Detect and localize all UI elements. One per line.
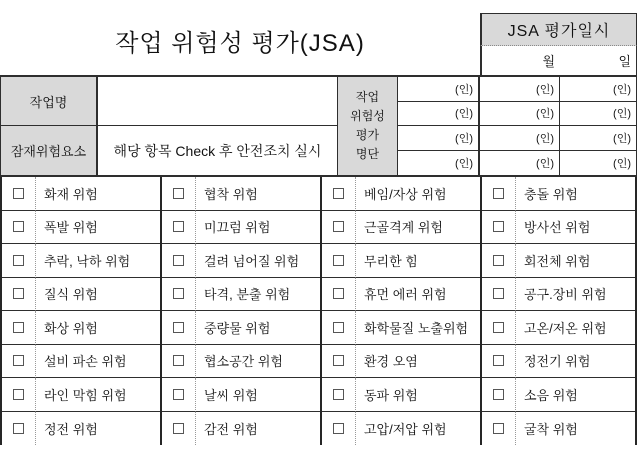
checkbox-icon [173, 188, 184, 199]
hazard-item-label: 휴먼 에러 위험 [356, 278, 480, 312]
checkbox-icon [493, 389, 504, 400]
hazard-checklist [0, 177, 637, 445]
hazard-checkbox[interactable] [482, 311, 516, 345]
sign-cell[interactable]: (인) [398, 102, 480, 127]
hazard-checkbox[interactable] [482, 211, 516, 245]
checkbox-icon [493, 221, 504, 232]
roster-label [338, 77, 398, 175]
hazard-checkbox[interactable] [2, 412, 36, 446]
hazard-checkbox[interactable] [2, 345, 36, 379]
hazard-item-label: 충돌 위험 [516, 177, 635, 211]
day-label: 일 [618, 54, 631, 69]
checkbox-icon [173, 255, 184, 266]
hazard-source-label: 잠재위험요소 [1, 126, 98, 175]
hazard-checkbox[interactable] [322, 311, 356, 345]
checkbox-icon [333, 423, 344, 434]
sign-cell[interactable]: (인) [398, 126, 480, 151]
checkbox-icon [173, 322, 184, 333]
hazard-checkbox[interactable] [322, 244, 356, 278]
hazard-item-label: 질식 위험 [36, 278, 160, 312]
month-label: 월 [542, 54, 555, 69]
hazard-checkbox[interactable] [322, 412, 356, 446]
hazard-checkbox[interactable] [482, 244, 516, 278]
work-name-input-cell[interactable] [98, 77, 338, 126]
checkbox-icon [173, 389, 184, 400]
checkbox-icon [173, 355, 184, 366]
sign-cell[interactable]: (인) [560, 102, 636, 127]
hazard-item-label: 걸려 넘어질 위험 [196, 244, 320, 278]
work-name-label: 작업명 [1, 77, 98, 126]
checkbox-icon [333, 255, 344, 266]
hazard-checkbox[interactable] [482, 412, 516, 446]
hazard-item-label: 날씨 위험 [196, 378, 320, 412]
hazard-checklist-column-3 [320, 177, 480, 445]
roster-label-line: 작업 [355, 90, 380, 104]
hazard-checkbox[interactable] [2, 378, 36, 412]
hazard-checkbox[interactable] [322, 211, 356, 245]
hazard-checkbox[interactable] [162, 177, 196, 211]
roster-label-line: 평가 [355, 128, 380, 142]
sign-cell[interactable]: (인) [480, 126, 560, 151]
checkbox-icon [13, 255, 24, 266]
hazard-item-label: 설비 파손 위험 [36, 345, 160, 379]
hazard-checkbox[interactable] [162, 211, 196, 245]
hazard-item-label: 정전 위험 [44, 421, 98, 437]
hazard-checkbox[interactable] [162, 278, 196, 312]
sign-cell[interactable]: (인) [398, 151, 480, 176]
hazard-item-label: 폭발 위험 [36, 211, 160, 245]
hazard-checkbox[interactable] [2, 211, 36, 245]
hazard-item-label: 협소공간 위험 [196, 345, 320, 379]
month-day-row [480, 46, 637, 75]
jsa-date-header: JSA 평가일시 [480, 13, 637, 46]
jsa-date-panel [480, 0, 637, 75]
hazard-checkbox[interactable] [482, 177, 516, 211]
hazard-item-label: 방사선 위험 [516, 211, 635, 245]
checkbox-icon [173, 221, 184, 232]
sign-cell[interactable]: (인) [480, 77, 560, 102]
hazard-item-label: 감전 위험 [204, 421, 258, 437]
checkbox-icon [493, 423, 504, 434]
hazard-item-label: 화학물질 노출위험 [356, 311, 480, 345]
checkbox-icon [493, 255, 504, 266]
sign-cell[interactable]: (인) [480, 102, 560, 127]
hazard-item-label: 베임/자상 위험 [356, 177, 480, 211]
checkbox-icon [13, 423, 24, 434]
checkbox-icon [333, 288, 344, 299]
hazard-checkbox[interactable] [2, 278, 36, 312]
header-info-table [0, 75, 637, 177]
hazard-item-label: 중량물 위험 [196, 311, 320, 345]
checkbox-icon [333, 221, 344, 232]
checkbox-icon [493, 288, 504, 299]
hazard-checkbox[interactable] [162, 345, 196, 379]
hazard-checklist-column-4 [480, 177, 637, 445]
checkbox-icon [493, 188, 504, 199]
hazard-checkbox[interactable] [322, 177, 356, 211]
sign-cell[interactable]: (인) [613, 157, 631, 170]
checkbox-icon [13, 355, 24, 366]
hazard-item-label: 화재 위험 [36, 177, 160, 211]
title-row [0, 0, 480, 75]
checkbox-icon [13, 288, 24, 299]
hazard-item-label: 회전체 위험 [516, 244, 635, 278]
hazard-checkbox[interactable] [2, 311, 36, 345]
page-title: 작업 위험성 평가(JSA) [115, 30, 365, 57]
hazard-instruction-text: 해당 항목 Check 후 안전조치 실시 [98, 126, 338, 175]
hazard-item-label: 무리한 힘 [356, 244, 480, 278]
sign-cell[interactable]: (인) [398, 77, 480, 102]
hazard-item-label: 굴착 위험 [524, 421, 578, 437]
hazard-item-label: 미끄럼 위험 [196, 211, 320, 245]
checkbox-icon [333, 389, 344, 400]
hazard-checkbox[interactable] [162, 244, 196, 278]
hazard-checkbox[interactable] [482, 278, 516, 312]
hazard-checklist-column-1 [0, 177, 160, 445]
hazard-item-label: 정전기 위험 [516, 345, 635, 379]
hazard-item-label: 환경 오염 [356, 345, 480, 379]
hazard-checklist-column-2 [160, 177, 320, 445]
checkbox-icon [493, 322, 504, 333]
hazard-item-label: 화상 위험 [36, 311, 160, 345]
hazard-checkbox[interactable] [322, 278, 356, 312]
hazard-item-label: 동파 위험 [356, 378, 480, 412]
checkbox-icon [13, 221, 24, 232]
hazard-item-label: 협착 위험 [196, 177, 320, 211]
hazard-item-label: 추락, 낙하 위험 [36, 244, 160, 278]
hazard-item-label: 소음 위험 [516, 378, 635, 412]
sign-cell[interactable]: (인) [560, 126, 636, 151]
checkbox-icon [173, 288, 184, 299]
hazard-item-label: 타격, 분출 위험 [196, 278, 320, 312]
roster-label-line: 명단 [355, 147, 380, 161]
hazard-checkbox[interactable] [162, 378, 196, 412]
hazard-checkbox[interactable] [162, 412, 196, 446]
roster-label-line: 위험성 [350, 109, 385, 123]
hazard-checkbox[interactable] [482, 378, 516, 412]
hazard-item-label: 근골격계 위험 [356, 211, 480, 245]
checkbox-icon [13, 389, 24, 400]
checkbox-icon [333, 188, 344, 199]
checkbox-icon [13, 322, 24, 333]
sign-cell[interactable]: (인) [560, 77, 636, 102]
hazard-item-label: 공구.장비 위험 [516, 278, 635, 312]
hazard-checkbox[interactable] [322, 378, 356, 412]
hazard-checkbox[interactable] [2, 177, 36, 211]
checkbox-icon [493, 355, 504, 366]
checkbox-icon [13, 188, 24, 199]
hazard-item-label: 고온/저온 위험 [516, 311, 635, 345]
sign-cell[interactable]: (인) [480, 151, 560, 176]
checkbox-icon [333, 322, 344, 333]
hazard-checkbox[interactable] [482, 345, 516, 379]
hazard-item-label: 고압/저압 위험 [364, 421, 447, 437]
hazard-checkbox[interactable] [2, 244, 36, 278]
checkbox-icon [173, 423, 184, 434]
hazard-item-label: 라인 막힘 위험 [36, 378, 160, 412]
hazard-checkbox[interactable] [322, 345, 356, 379]
hazard-checkbox[interactable] [162, 311, 196, 345]
checkbox-icon [333, 355, 344, 366]
